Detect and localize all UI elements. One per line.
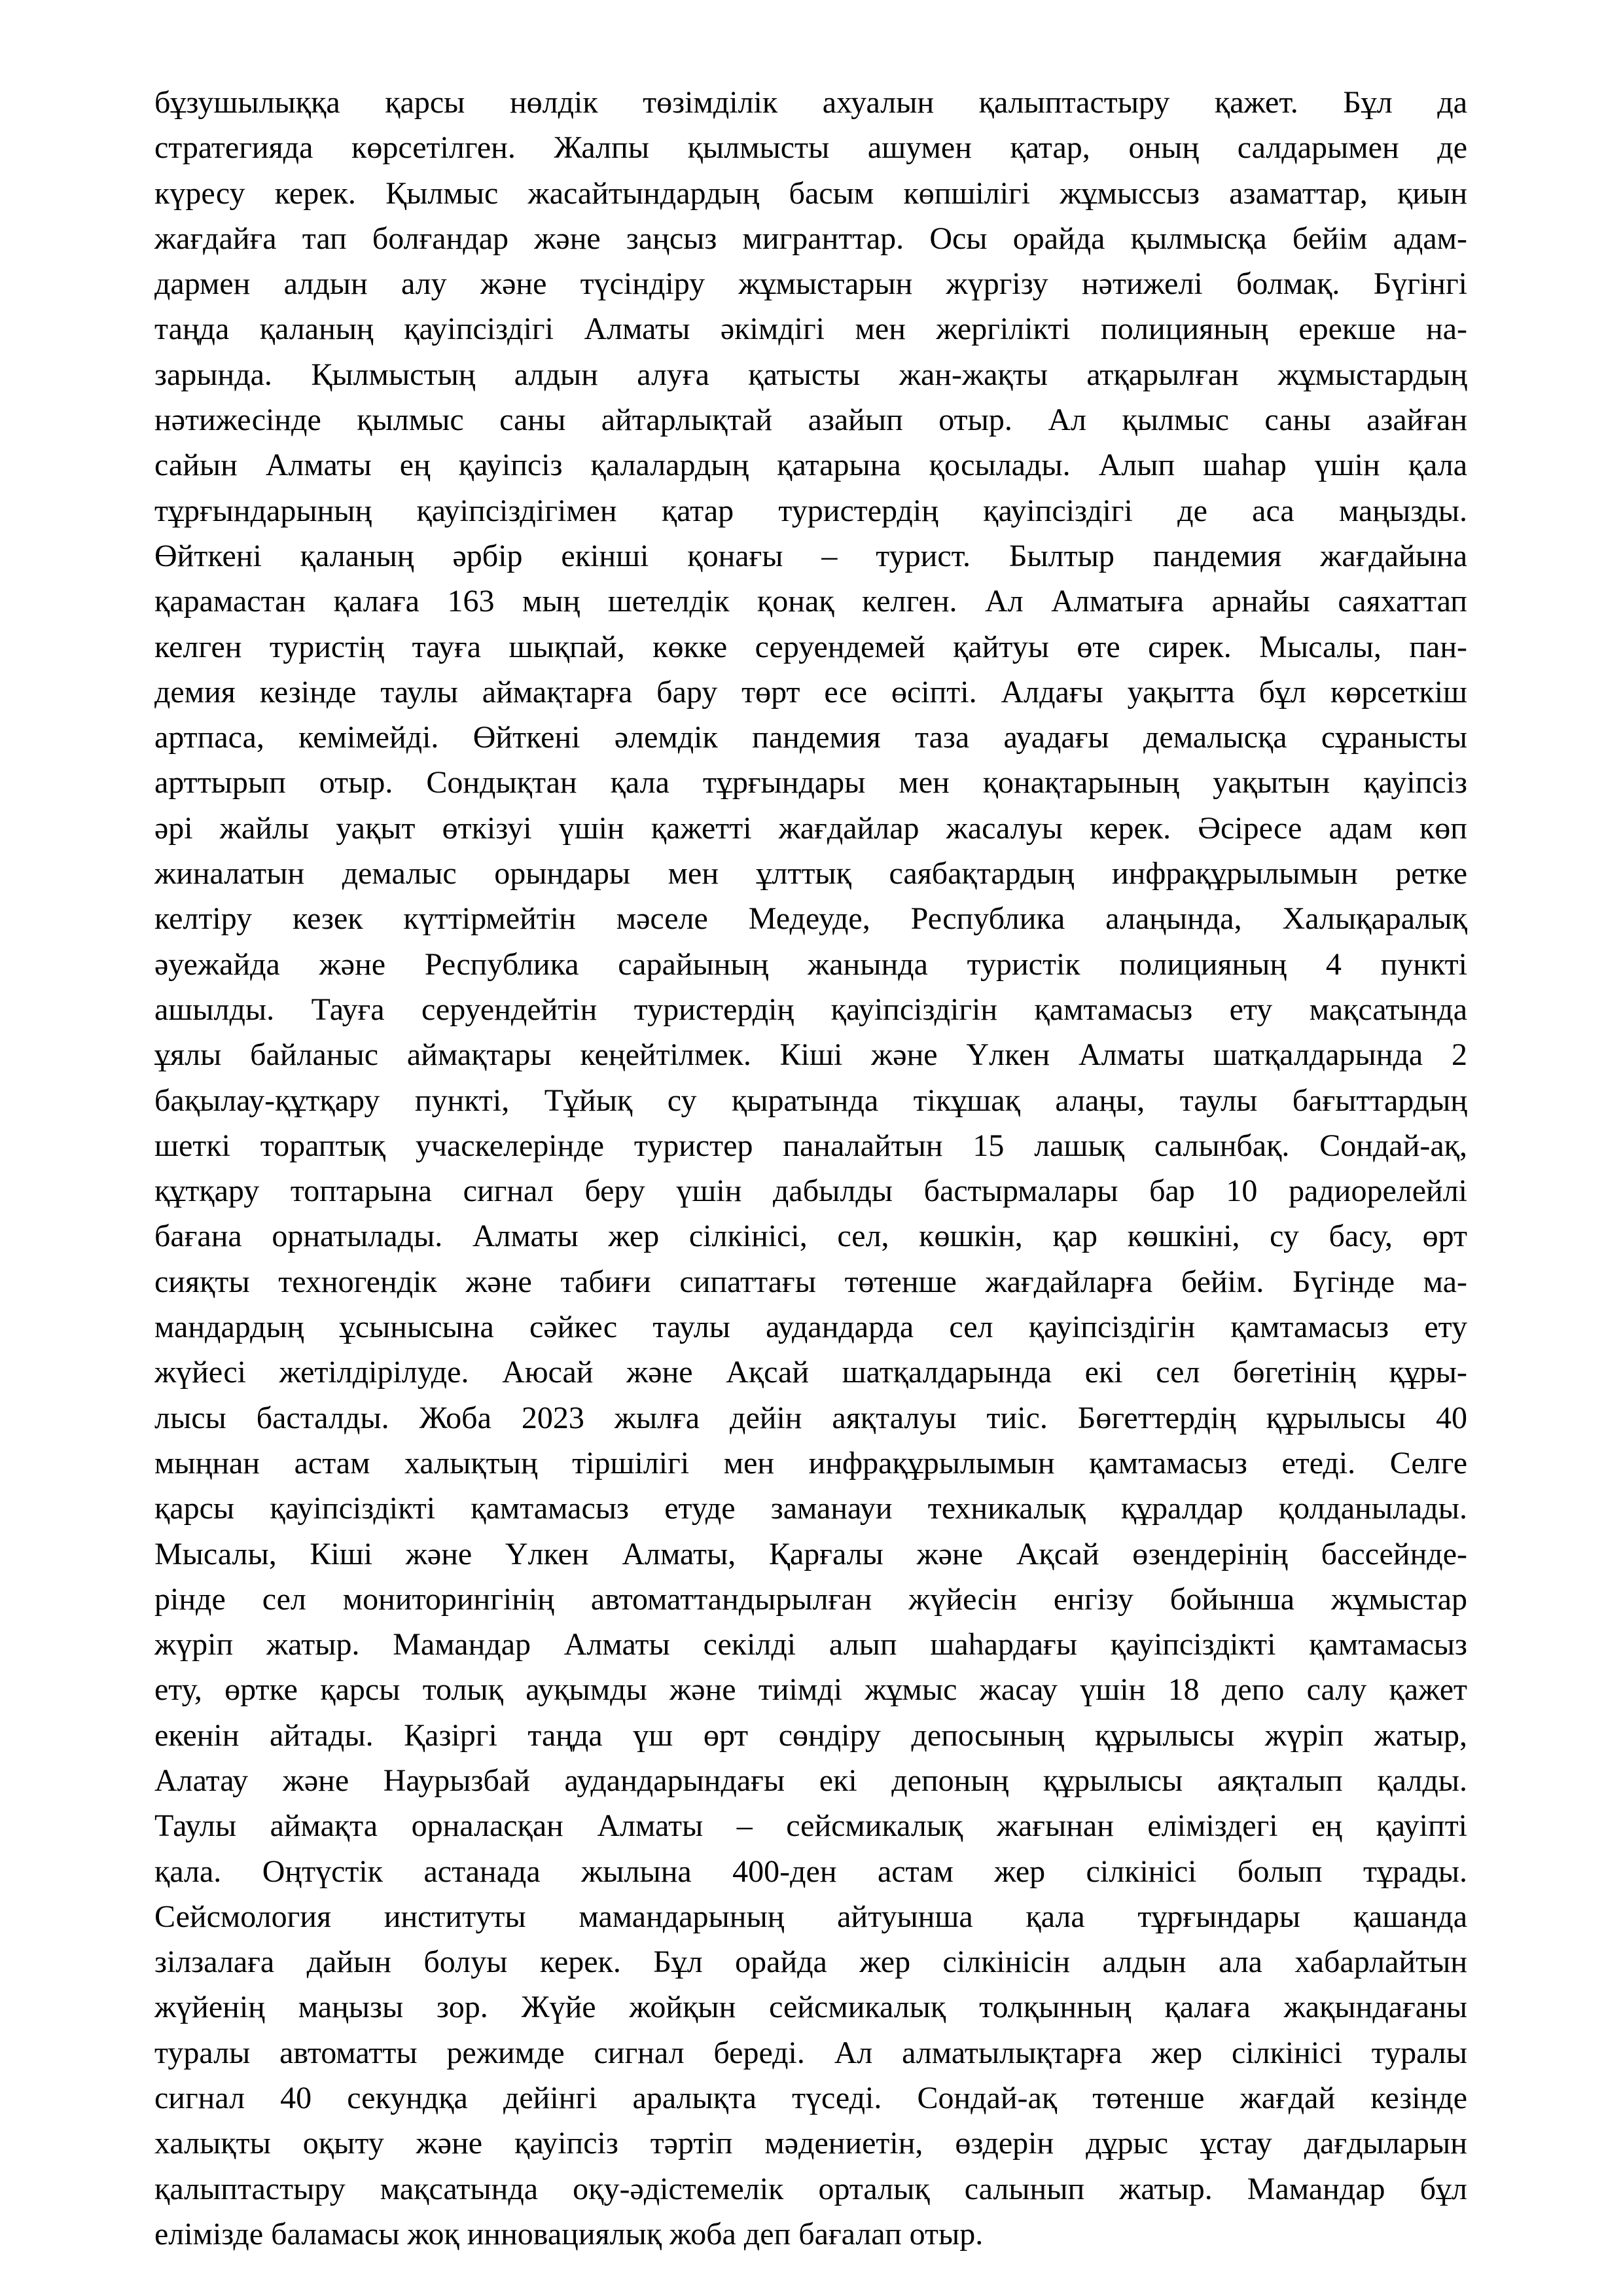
text-line: әуежайда және Республика сарайының жанында туристік полицияның 4 пункті bbox=[154, 946, 1467, 982]
text-line: әрі жайлы уақыт өткізуі үшін қажетті жағдайлар жасалуы керек. Әсіресе адам көп bbox=[154, 810, 1467, 846]
text-line: құтқару топтарына сигнал беру үшін дабылды бастырмалары бар 10 радиорелейлі bbox=[154, 1174, 1467, 1209]
text-line: нәтижесінде қылмыс саны айтарлықтай азайып отыр. Ал қылмыс саны азайған bbox=[154, 403, 1467, 438]
text-line: екенін айтады. Қазіргі таңда үш өрт сөндіру депосының құрылысы жүріп жатыр, bbox=[154, 1717, 1467, 1753]
text-line: таңда қаланың қауіпсіздігі Алматы әкімдігі мен жергілікті полицияның ерекше на- bbox=[154, 312, 1467, 347]
text-line: ашылды. Тауға серуендейтін туристердің қауіпсіздігін қамтамасыз ету мақсатында bbox=[154, 992, 1467, 1027]
text-line: қалыптастыру мақсатында оқу-әдістемелік орталық салынып жатыр. Мамандар бұл bbox=[154, 2171, 1467, 2206]
text-line: Өйткені қаланың әрбір екінші қонағы – турист. Былтыр пандемия жағдайына bbox=[154, 538, 1467, 573]
text-line: арттырып отыр. Сондықтан қала тұрғындары мен қонақтарының уақытын қауіпсіз bbox=[154, 765, 1467, 800]
text-line: елімізде баламасы жоқ инновациялық жоба деп бағалап отыр. bbox=[154, 2216, 984, 2251]
text-line: шеткі тораптық учаскелерінде туристер паналайтын 15 лашық салынбақ. Сондай-ақ, bbox=[154, 1128, 1467, 1163]
text-line: бағана орнатылады. Алматы жер сілкінісі, сел, көшкін, қар көшкіні, су басу, өрт bbox=[154, 1219, 1467, 1254]
text-line: дармен алдын алу және түсіндіру жұмыстарын жүргізу нәтижелі болмақ. Бүгінгі bbox=[154, 266, 1467, 302]
text-line: зарында. Қылмыстың алдын алуға қатысты жан-жақты атқарылған жұмыстардың bbox=[154, 357, 1467, 392]
text-line: сайын Алматы ең қауіпсіз қалалардың қатарына қосылады. Алып шаһар үшін қала bbox=[154, 448, 1467, 483]
text-line: Алатау және Наурызбай аудандарындағы екі депоның құрылысы аяқталып қалды. bbox=[154, 1763, 1467, 1798]
text-line: бақылау-құтқару пункті, Тұйық су қыратында тікұшақ алаңы, таулы бағыттардың bbox=[154, 1083, 1467, 1118]
text-line: зілзалаға дайын болуы керек. Бұл орайда жер сілкінісін алдын ала хабарлайтын bbox=[154, 1945, 1467, 1980]
text-line: қарамастан қалаға 163 мың шетелдік қонақ келген. Ал Алматыға арнайы саяхаттап bbox=[154, 584, 1467, 619]
text-line: рінде сел мониторингінің автоматтандырылған жүйесін енгізу бойынша жұмыстар bbox=[154, 1581, 1467, 1617]
text-line: мыңнан астам халықтың тіршілігі мен инфрақұрылымын қамтамасыз етеді. Селге bbox=[154, 1445, 1467, 1480]
text-line: жүйесі жетілдірілуде. Аюсай және Ақсай шатқалдарында екі сел бөгетінің құры- bbox=[154, 1355, 1467, 1390]
text-line: жүріп жатыр. Мамандар Алматы секілді алып шаһардағы қауіпсіздікті қамтамасыз bbox=[154, 1627, 1467, 1662]
text-line: қарсы қауіпсіздікті қамтамасыз етуде заманауи техникалық құралдар қолданылады. bbox=[154, 1491, 1467, 1526]
text-line: лысы басталды. Жоба 2023 жылға дейін аяқталуы тиіс. Бөгеттердің құрылысы 40 bbox=[154, 1400, 1467, 1435]
text-line: Мысалы, Кіші және Үлкен Алматы, Қарғалы және Ақсай өзендерінің бассейнде- bbox=[154, 1536, 1467, 1571]
text-line: жиналатын демалыс орындары мен ұлттық саябақтардың инфрақұрылымын ретке bbox=[154, 856, 1467, 891]
text-line: мандардың ұсынысына сәйкес таулы аудандарда сел қауіпсіздігін қамтамасыз ету bbox=[154, 1310, 1467, 1345]
body-paragraph bbox=[154, 80, 1467, 2257]
text-line: келген туристің тауға шықпай, көкке серуендемей қайтуы өте сирек. Мысалы, пан- bbox=[154, 629, 1467, 664]
text-line: халықты оқыту және қауіпсіз тәртіп мәдениетін, өздерін дұрыс ұстау дағдыларын bbox=[154, 2126, 1467, 2161]
text-line: сигнал 40 секундқа дейінгі аралықта түседі. Сондай-ақ төтенше жағдай кезінде bbox=[154, 2081, 1467, 2116]
text-line: артпаса, кемімейді. Өйткені әлемдік пандемия таза ауадағы демалысқа сұранысты bbox=[154, 720, 1467, 755]
text-line: тұрғындарының қауіпсіздігімен қатар туристердің қауіпсіздігі де аса маңызды. bbox=[154, 493, 1467, 528]
text-line: ұялы байланыс аймақтары кеңейтілмек. Кіші және Үлкен Алматы шатқалдарында 2 bbox=[154, 1037, 1467, 1073]
text-line: бұзушылыққа қарсы нөлдік төзімділік ахуалын қалыптастыру қажет. Бұл да bbox=[154, 85, 1467, 120]
text-line: Таулы аймақта орналасқан Алматы – сейсмикалық жағынан еліміздегі ең қауіпті bbox=[154, 1808, 1467, 1844]
text-line: күресу керек. Қылмыс жасайтындардың басым көпшілігі жұмыссыз азаматтар, қиын bbox=[154, 175, 1467, 211]
text-line: демия кезінде таулы аймақтарға бару төрт есе өсіпті. Алдағы уақытта бұл көрсеткіш bbox=[154, 674, 1467, 709]
text-line: келтіру кезек күттірмейтін мәселе Медеуде, Республика алаңында, Халықаралық bbox=[154, 901, 1467, 937]
text-line: ету, өртке қарсы толық ауқымды және тиімді жұмыс жасау үшін 18 депо салу қажет bbox=[154, 1672, 1467, 1708]
text-line: стратегияда көрсетілген. Жалпы қылмысты ашумен қатар, оның салдарымен де bbox=[154, 130, 1467, 166]
text-line: жүйенің маңызы зор. Жүйе жойқын сейсмикалық толқынның қалаға жақындағаны bbox=[154, 1990, 1467, 2025]
text-line: туралы автоматты режимде сигнал береді. Ал алматылықтарға жер сілкінісі туралы bbox=[154, 2035, 1467, 2070]
text-line: сияқты техногендік және табиғи сипаттағы төтенше жағдайларға бейім. Бүгінде ма- bbox=[154, 1264, 1467, 1299]
text-line: Сейсмология институты мамандарының айтуынша қала тұрғындары қашанда bbox=[154, 1899, 1467, 1934]
text-line: қала. Оңтүстік астанада жылына 400-ден астам жер сілкінісі болып тұрады. bbox=[154, 1854, 1467, 1889]
text-line: жағдайға тап болғандар және заңсыз мигранттар. Осы орайда қылмысқа бейім адам- bbox=[154, 221, 1467, 256]
